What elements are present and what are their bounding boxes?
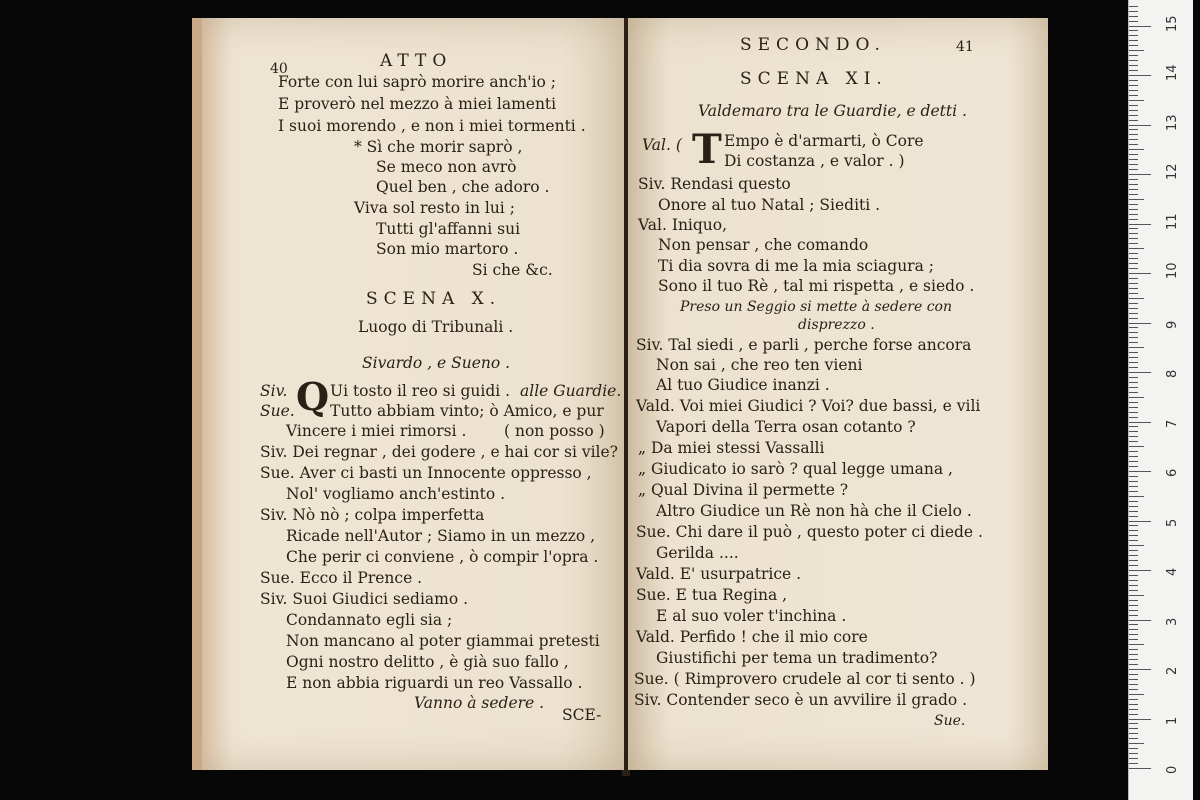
ruler-tick: [1129, 466, 1138, 467]
ruler-tick: [1129, 159, 1138, 160]
ruler-number: 7: [1165, 419, 1180, 428]
measurement-ruler: [1128, 0, 1193, 800]
left-page: [192, 18, 624, 770]
text-line: * Sì che morir saprò ,: [354, 138, 523, 156]
ruler-tick: [1129, 679, 1138, 680]
text-line: Vapori della Terra osan cotanto ?: [656, 418, 916, 436]
ruler-tick: [1129, 228, 1138, 229]
ruler-tick: [1129, 362, 1138, 363]
ruler-tick: [1129, 610, 1138, 611]
ruler-tick: [1129, 332, 1138, 333]
ruler-tick: [1129, 288, 1138, 289]
text-line: Ti dia sovra di me la mia sciagura ;: [658, 257, 934, 275]
ruler-tick: [1129, 283, 1138, 284]
text-line: Non mancano al poter giammai pretesti: [286, 632, 600, 650]
running-head: SECONDO.: [740, 35, 886, 55]
ruler-tick: [1129, 164, 1138, 165]
ruler-tick: [1129, 431, 1138, 432]
speaker-label: Val. (: [642, 136, 682, 154]
ruler-tick: [1129, 293, 1138, 294]
text-line: ( non posso ): [504, 422, 605, 440]
ruler-tick: [1129, 154, 1138, 155]
ruler-tick: [1129, 511, 1138, 512]
text-line: Giustifichi per tema un tradimento?: [656, 649, 938, 667]
ruler-number: 15: [1165, 14, 1180, 32]
ruler-tick: [1129, 743, 1144, 744]
ruler-tick: [1129, 758, 1138, 759]
ruler-tick: [1129, 570, 1151, 571]
speaker-label: Sue.: [260, 402, 295, 420]
ruler-tick: [1129, 624, 1138, 625]
ruler-tick: [1129, 60, 1138, 61]
text-line: Sue. Chi dare il può , questo poter ci diede .: [636, 523, 983, 541]
ruler-tick: [1129, 11, 1138, 12]
ruler-tick: [1129, 565, 1138, 566]
catchword: Sue.: [934, 713, 966, 729]
ruler-tick: [1129, 620, 1151, 621]
ruler-number: 4: [1165, 567, 1180, 576]
ruler-tick: [1129, 248, 1144, 249]
text-line: Siv. Dei regnar , dei godere , e hai cor si vile?: [260, 443, 618, 461]
ruler-tick: [1129, 144, 1138, 145]
ruler-tick: [1129, 243, 1138, 244]
text-line: Che perir ci conviene , ò compir l'opra .: [286, 548, 599, 566]
text-line: Siv. Nò nò ; colpa imperfetta: [260, 506, 485, 524]
ruler-tick: [1129, 199, 1144, 200]
text-line: Son mio martoro .: [376, 240, 519, 258]
ruler-number: 10: [1165, 262, 1180, 279]
text-line: Se meco non avrò: [376, 158, 517, 176]
ruler-tick: [1129, 748, 1138, 749]
ruler-tick: [1129, 387, 1138, 388]
ruler-tick: [1129, 35, 1138, 36]
scene-characters: Sivardo , e Sueno .: [362, 354, 511, 372]
ruler-tick: [1129, 149, 1144, 150]
ruler-tick: [1129, 347, 1144, 348]
ruler-tick: [1129, 253, 1138, 254]
ruler-tick: [1129, 263, 1138, 264]
ruler-tick: [1129, 85, 1138, 86]
ruler-tick: [1129, 525, 1138, 526]
text-line: Altro Giudice un Rè non hà che il Cielo .: [656, 502, 972, 520]
ruler-number: 8: [1165, 369, 1180, 378]
text-line: Tutto abbiam vinto; ò Amico, e pur: [330, 402, 604, 420]
ruler-tick: [1129, 649, 1138, 650]
text-line: Vald. Perfido ! che il mio core: [636, 628, 868, 646]
ruler-tick: [1129, 298, 1144, 299]
text-line: Ogni nostro delitto , è già suo fallo ,: [286, 653, 569, 671]
text-line: Si che &c.: [472, 261, 553, 279]
ruler-tick: [1129, 129, 1138, 130]
ruler-number: 14: [1165, 64, 1180, 81]
right-page: [628, 18, 1048, 770]
ruler-tick: [1129, 590, 1138, 591]
stage-direction: Preso un Seggio si mette à sedere con: [680, 299, 952, 315]
ruler-tick: [1129, 402, 1138, 403]
ruler-tick: [1129, 644, 1144, 645]
text-line: Siv. Suoi Giudici sediamo .: [260, 590, 469, 608]
scene-location: Luogo di Tribunali .: [358, 318, 514, 336]
page-number: 41: [956, 39, 974, 55]
ruler-tick: [1129, 125, 1151, 126]
ruler-tick: [1129, 545, 1144, 546]
ruler-number: 5: [1165, 518, 1180, 527]
text-line: Val. Iniquo,: [638, 216, 728, 234]
text-line: Sue. E tua Regina ,: [636, 586, 788, 604]
ruler-tick: [1129, 139, 1138, 140]
text-line: Sono il tuo Rè , tal mi rispetta , e siedo .: [658, 277, 975, 295]
ruler-tick: [1129, 407, 1138, 408]
ruler-tick: [1129, 763, 1138, 764]
ruler-tick: [1129, 600, 1138, 601]
ruler-tick: [1129, 684, 1138, 685]
ruler-tick: [1129, 461, 1138, 462]
text-line: Al tuo Giudice inanzi .: [656, 376, 830, 394]
text-line: Onore al tuo Natal ; Siediti .: [658, 196, 881, 214]
ruler-tick: [1129, 654, 1138, 655]
ruler-tick: [1129, 209, 1138, 210]
ruler-tick: [1129, 733, 1138, 734]
ruler-tick: [1129, 224, 1151, 225]
text-line: Empo è d'armarti, ò Core: [724, 132, 924, 150]
drop-cap-initial: T: [692, 126, 722, 173]
ruler-tick: [1129, 768, 1151, 769]
ruler-tick: [1129, 719, 1151, 720]
text-line: Siv. Rendasi questo: [638, 175, 791, 193]
ruler-tick: [1129, 238, 1138, 239]
ruler-tick: [1129, 550, 1138, 551]
text-line: Forte con lui saprò morire anch'io ;: [278, 73, 557, 91]
ruler-tick: [1129, 189, 1138, 190]
ruler-tick: [1129, 30, 1138, 31]
ruler-tick: [1129, 352, 1138, 353]
ruler-tick: [1129, 55, 1138, 56]
text-line: Condannato egli sia ;: [286, 611, 453, 629]
ruler-tick: [1129, 214, 1138, 215]
text-line: Non sai , che reo ten vieni: [656, 356, 863, 374]
ruler-tick: [1129, 204, 1138, 205]
ruler-tick: [1129, 303, 1138, 304]
ruler-tick: [1129, 268, 1138, 269]
ruler-tick: [1129, 179, 1138, 180]
ruler-tick: [1129, 367, 1138, 368]
ruler-number: 9: [1165, 320, 1180, 329]
ruler-tick: [1129, 580, 1138, 581]
text-line: Siv. Tal siedi , e parli , perche forse ancora: [636, 336, 972, 354]
speaker-label: Siv.: [260, 382, 288, 400]
text-line: Ricade nell'Autor ; Siamo in un mezzo ,: [286, 527, 596, 545]
ruler-tick: [1129, 426, 1138, 427]
ruler-tick: [1129, 639, 1138, 640]
ruler-tick: [1129, 392, 1138, 393]
ruler-tick: [1129, 50, 1144, 51]
text-line: Sue. Aver ci basti un Innocente oppresso ,: [260, 464, 592, 482]
ruler-tick: [1129, 75, 1151, 76]
ruler-tick: [1129, 169, 1138, 170]
ruler-tick: [1129, 115, 1138, 116]
ruler-tick: [1129, 694, 1144, 695]
text-line: Gerilda ....: [656, 544, 739, 562]
stage-direction: disprezzo .: [798, 317, 875, 333]
ruler-tick: [1129, 506, 1138, 507]
ruler-tick: [1129, 456, 1138, 457]
text-line: Ui tosto il reo si guidi .: [330, 382, 511, 400]
ruler-tick: [1129, 451, 1138, 452]
ruler-tick: [1129, 753, 1138, 754]
ruler-tick: [1129, 634, 1138, 635]
ruler-tick: [1129, 714, 1138, 715]
ruler-number: 13: [1165, 113, 1180, 131]
ruler-tick: [1129, 397, 1144, 398]
ruler-tick: [1129, 337, 1138, 338]
ruler-number: 12: [1165, 163, 1180, 180]
ruler-tick: [1129, 258, 1138, 259]
ruler-tick: [1129, 422, 1151, 423]
ruler-tick: [1129, 491, 1138, 492]
ruler-tick: [1129, 273, 1151, 274]
text-line: „ Da miei stessi Vassalli: [638, 439, 825, 457]
ruler-tick: [1129, 471, 1151, 472]
ruler-tick: [1129, 90, 1138, 91]
text-line: Vald. Voi miei Giudici ? Voi? due bassi, e vili: [636, 397, 981, 415]
ruler-tick: [1129, 659, 1138, 660]
stage-direction: Vanno à sedere .: [414, 694, 545, 712]
page-number: 40: [270, 61, 288, 77]
ruler-tick: [1129, 540, 1138, 541]
ruler-number: 2: [1165, 666, 1180, 675]
text-line: I suoi morendo , e non i miei tormenti .: [278, 117, 586, 135]
ruler-tick: [1129, 308, 1138, 309]
ruler-tick: [1129, 699, 1138, 700]
ruler-tick: [1129, 174, 1151, 175]
stage-direction: alle Guardie.: [520, 382, 622, 400]
ruler-tick: [1129, 605, 1138, 606]
ruler-tick: [1129, 555, 1138, 556]
ruler-tick: [1129, 16, 1138, 17]
ruler-tick: [1129, 80, 1138, 81]
ruler-tick: [1129, 357, 1138, 358]
ruler-tick: [1129, 481, 1138, 482]
ruler-tick: [1129, 516, 1138, 517]
text-line: Quel ben , che adoro .: [376, 178, 550, 196]
ruler-tick: [1129, 585, 1138, 586]
text-line: Vincere i miei rimorsi .: [286, 422, 467, 440]
ruler-tick: [1129, 436, 1138, 437]
ruler-tick: [1129, 26, 1151, 27]
ruler-tick: [1129, 476, 1138, 477]
text-line: „ Giudicato io sarò ? qual legge umana ,: [638, 460, 953, 478]
ruler-tick: [1129, 629, 1138, 630]
ruler-tick: [1129, 65, 1138, 66]
ruler-tick: [1129, 441, 1138, 442]
ruler-tick: [1129, 45, 1138, 46]
ruler-tick: [1129, 278, 1138, 279]
text-line: Sue. ( Rimprovero crudele al cor ti sento . ): [634, 670, 976, 688]
ruler-tick: [1129, 595, 1144, 596]
ruler-tick: [1129, 219, 1138, 220]
ruler-tick: [1129, 560, 1138, 561]
ruler-tick: [1129, 501, 1138, 502]
ruler-tick: [1129, 110, 1138, 111]
ruler-number: 6: [1165, 468, 1180, 477]
ruler-tick: [1129, 194, 1138, 195]
text-line: Siv. Contender seco è un avvilire il grado .: [634, 691, 968, 709]
ruler-tick: [1129, 40, 1138, 41]
ruler-tick: [1129, 21, 1138, 22]
ruler-tick: [1129, 709, 1138, 710]
ruler-tick: [1129, 6, 1138, 7]
text-line: Nol' vogliamo anch'estinto .: [286, 485, 506, 503]
ruler-tick: [1129, 530, 1138, 531]
ruler-number: 1: [1165, 716, 1180, 725]
text-line: Tutti gl'affanni sui: [376, 220, 521, 238]
text-line: E al suo voler t'inchina .: [656, 607, 847, 625]
ruler-tick: [1129, 120, 1138, 121]
text-line: Vald. E' usurpatrice .: [636, 565, 802, 583]
scene-characters: Valdemaro tra le Guardie, e detti .: [698, 102, 967, 120]
ruler-tick: [1129, 738, 1138, 739]
ruler-tick: [1129, 486, 1138, 487]
ruler-tick: [1129, 728, 1138, 729]
ruler-tick: [1129, 412, 1138, 413]
ruler-tick: [1129, 521, 1151, 522]
scene-heading: SCENA X.: [366, 289, 502, 309]
ruler-tick: [1129, 233, 1138, 234]
ruler-tick: [1129, 318, 1138, 319]
ruler-tick: [1129, 377, 1138, 378]
text-line: E proverò nel mezzo à miei lamenti: [278, 95, 557, 113]
drop-cap-initial: Q: [296, 374, 330, 419]
ruler-tick: [1129, 100, 1144, 101]
ruler-tick: [1129, 446, 1144, 447]
text-line: Di costanza , e valor . ): [724, 152, 905, 170]
ruler-tick: [1129, 689, 1138, 690]
open-book: [192, 18, 1048, 776]
text-line: „ Qual Divina il permette ?: [638, 481, 849, 499]
ruler-tick: [1129, 95, 1138, 96]
ruler-tick: [1129, 615, 1138, 616]
ruler-number: 3: [1165, 617, 1180, 626]
ruler-tick: [1129, 134, 1138, 135]
catchword: SCE-: [562, 706, 602, 724]
ruler-number: 0: [1165, 765, 1180, 774]
ruler-tick: [1129, 496, 1144, 497]
scene-heading: SCENA XI.: [740, 69, 888, 89]
ruler-tick: [1129, 704, 1138, 705]
ruler-tick: [1129, 723, 1138, 724]
ruler-tick: [1129, 382, 1138, 383]
ruler-tick: [1129, 664, 1138, 665]
ruler-tick: [1129, 535, 1138, 536]
ruler-tick: [1129, 372, 1151, 373]
ruler-tick: [1129, 674, 1138, 675]
ruler-tick: [1129, 327, 1138, 328]
text-line: Viva sol resto in lui ;: [354, 199, 515, 217]
running-head: ATTO: [380, 51, 453, 71]
ruler-tick: [1129, 575, 1138, 576]
text-line: Sue. Ecco il Prence .: [260, 569, 423, 587]
text-line: E non abbia riguardi un reo Vassallo .: [286, 674, 583, 692]
ruler-tick: [1129, 323, 1151, 324]
ruler-tick: [1129, 313, 1138, 314]
ruler-number: 11: [1165, 212, 1180, 230]
text-line: Non pensar , che comando: [658, 236, 869, 254]
ruler-tick: [1129, 184, 1138, 185]
ruler-tick: [1129, 417, 1138, 418]
ruler-tick: [1129, 342, 1138, 343]
ruler-tick: [1129, 669, 1151, 670]
ruler-tick: [1129, 105, 1138, 106]
ruler-tick: [1129, 70, 1138, 71]
